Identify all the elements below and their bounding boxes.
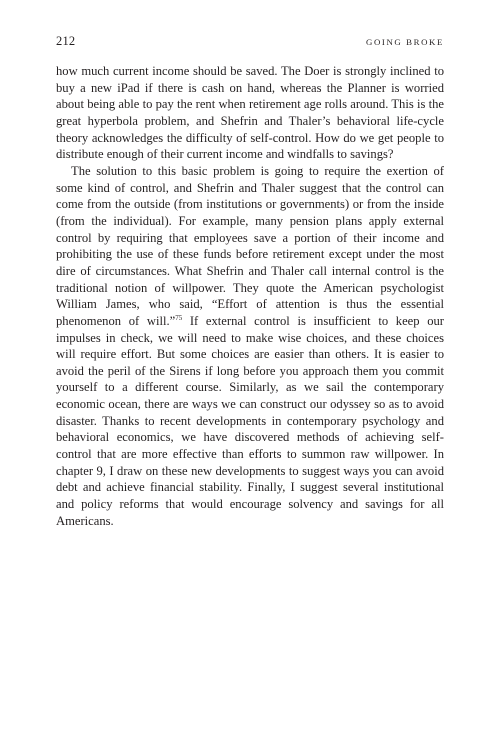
running-head — [56, 34, 444, 54]
running-title: GOING BROKE — [366, 37, 444, 47]
body-text — [56, 63, 444, 529]
paragraph-1: how much current income should be saved. The Doer is strongly inclined to buy a new iPad if there is cash on hand, whereas the Planner is worried about being able to pay the rent when retirement age rolls around. This is the great hyperbola problem, and Shefrin and Thaler’s behavioral life-cycle theory acknowledges the difficulty of self-control. How do we get people to distribute enough of their current income and windfalls to savings? — [56, 64, 444, 162]
page-number: 212 — [56, 34, 76, 48]
paragraph-2-text-after-note: If external control is insufficient to keep our impulses in check, we will need to make wise choices, and these choices will require effort. But some choices are easier than others. It is easier to avoid the peril of the Sirens if long before you approach them you commit yourself to a different course. Similarly, as we sail the contemporary economic ocean, there are ways we can construct our odyssey so as to avoid disaster. Thanks to recent developments in contemporary psychology and behavioral economics, we have discovered methods of achieving self-control that are more effective than efforts to summon raw willpower. In chapter 9, I draw on these new developments to suggest ways you can avoid debt and achieve financial stability. Finally, I suggest several institutional and policy reforms that would encourage solvency and savings for all Americans. — [56, 313, 445, 528]
footnote-reference: 75 — [175, 313, 183, 322]
paragraph-2 — [56, 163, 444, 529]
paragraph-2-text-before-note: The solution to this basic problem is going to require the exertion of some kind of control, and Shefrin and Thaler suggest that the control can come from the outside (from institutions or governments) or from the inside (from the individual). For example, many pension plans apply external control by requiring that employees save a portion of their income and prohibiting the use of these funds before retirement except under the most dire of circumstances. What Shefrin and Thaler call internal control is the traditional notion of willpower. They quote the American psychologist William James, who said, “Effort of attention is thus the essential phenomenon of will.” — [56, 163, 444, 328]
